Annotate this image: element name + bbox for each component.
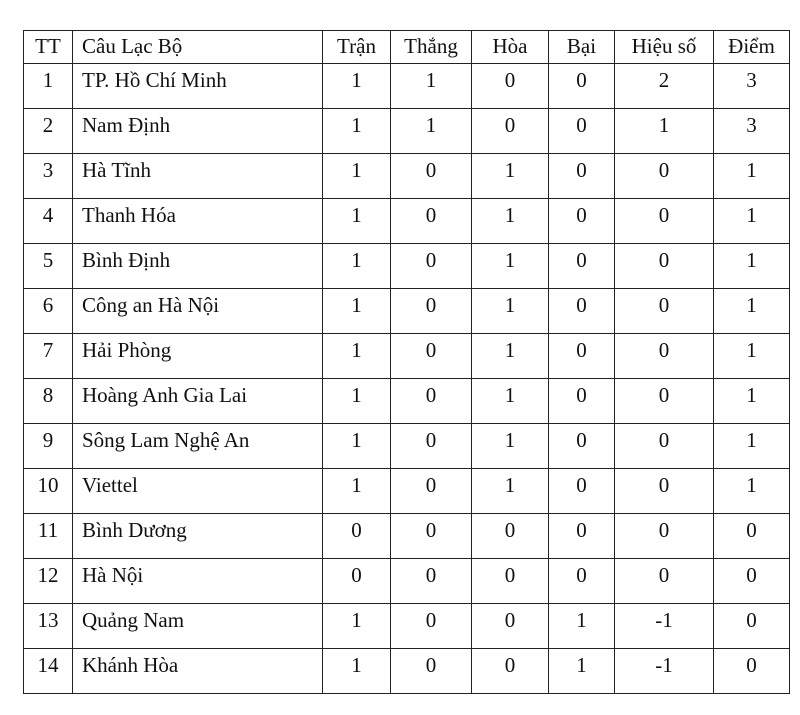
table-row <box>24 604 790 649</box>
cell-played: 1 <box>323 649 391 694</box>
cell-rank: 6 <box>24 289 73 334</box>
table-row <box>24 289 790 334</box>
cell-points: 0 <box>714 559 790 604</box>
cell-club: Bình Định <box>73 244 323 289</box>
cell-draw: 0 <box>472 649 549 694</box>
cell-won: 0 <box>391 514 472 559</box>
cell-draw: 0 <box>472 559 549 604</box>
header-row <box>24 31 790 64</box>
header-played: Trận <box>323 31 391 64</box>
cell-points: 1 <box>714 199 790 244</box>
cell-goal-difference: -1 <box>615 649 714 694</box>
cell-club: Hải Phòng <box>73 334 323 379</box>
table-header <box>24 31 790 64</box>
cell-lost: 0 <box>549 199 615 244</box>
cell-points: 0 <box>714 649 790 694</box>
cell-lost: 0 <box>549 379 615 424</box>
cell-club: Sông Lam Nghệ An <box>73 424 323 469</box>
cell-won: 0 <box>391 244 472 289</box>
standings-table <box>23 30 790 694</box>
cell-draw: 1 <box>472 334 549 379</box>
cell-rank: 1 <box>24 64 73 109</box>
cell-goal-difference: 0 <box>615 289 714 334</box>
cell-draw: 1 <box>472 199 549 244</box>
cell-played: 1 <box>323 244 391 289</box>
cell-club: Hà Nội <box>73 559 323 604</box>
cell-lost: 0 <box>549 559 615 604</box>
cell-played: 1 <box>323 469 391 514</box>
cell-played: 1 <box>323 199 391 244</box>
cell-points: 1 <box>714 289 790 334</box>
table-row <box>24 379 790 424</box>
cell-rank: 12 <box>24 559 73 604</box>
table-row <box>24 424 790 469</box>
header-rank: TT <box>24 31 73 64</box>
cell-draw: 0 <box>472 109 549 154</box>
cell-club: Nam Định <box>73 109 323 154</box>
cell-won: 0 <box>391 424 472 469</box>
cell-goal-difference: -1 <box>615 604 714 649</box>
cell-goal-difference: 0 <box>615 379 714 424</box>
cell-draw: 1 <box>472 244 549 289</box>
table-row <box>24 199 790 244</box>
cell-rank: 13 <box>24 604 73 649</box>
cell-lost: 0 <box>549 514 615 559</box>
cell-points: 1 <box>714 469 790 514</box>
cell-club: Hoàng Anh Gia Lai <box>73 379 323 424</box>
cell-goal-difference: 0 <box>615 199 714 244</box>
cell-won: 1 <box>391 109 472 154</box>
cell-played: 1 <box>323 424 391 469</box>
cell-points: 1 <box>714 154 790 199</box>
cell-won: 0 <box>391 199 472 244</box>
cell-rank: 14 <box>24 649 73 694</box>
cell-won: 1 <box>391 64 472 109</box>
cell-rank: 8 <box>24 379 73 424</box>
header-won: Thắng <box>391 31 472 64</box>
cell-won: 0 <box>391 604 472 649</box>
cell-goal-difference: 2 <box>615 64 714 109</box>
cell-draw: 0 <box>472 604 549 649</box>
cell-club: Quảng Nam <box>73 604 323 649</box>
table-row <box>24 469 790 514</box>
cell-played: 1 <box>323 154 391 199</box>
cell-won: 0 <box>391 649 472 694</box>
cell-points: 0 <box>714 604 790 649</box>
cell-club: Viettel <box>73 469 323 514</box>
cell-won: 0 <box>391 379 472 424</box>
cell-lost: 0 <box>549 424 615 469</box>
table-row <box>24 154 790 199</box>
cell-won: 0 <box>391 334 472 379</box>
cell-draw: 1 <box>472 469 549 514</box>
cell-club: Khánh Hòa <box>73 649 323 694</box>
cell-lost: 1 <box>549 604 615 649</box>
cell-won: 0 <box>391 154 472 199</box>
cell-draw: 1 <box>472 424 549 469</box>
table-row <box>24 109 790 154</box>
table-row <box>24 244 790 289</box>
cell-lost: 0 <box>549 109 615 154</box>
table-row <box>24 64 790 109</box>
header-lost: Bại <box>549 31 615 64</box>
cell-rank: 5 <box>24 244 73 289</box>
cell-lost: 1 <box>549 649 615 694</box>
header-goal-difference: Hiệu số <box>615 31 714 64</box>
cell-club: Hà Tĩnh <box>73 154 323 199</box>
cell-draw: 0 <box>472 514 549 559</box>
cell-played: 0 <box>323 514 391 559</box>
cell-points: 3 <box>714 64 790 109</box>
cell-goal-difference: 0 <box>615 244 714 289</box>
table-row <box>24 649 790 694</box>
cell-won: 0 <box>391 289 472 334</box>
cell-club: TP. Hồ Chí Minh <box>73 64 323 109</box>
cell-club: Công an Hà Nội <box>73 289 323 334</box>
cell-points: 3 <box>714 109 790 154</box>
cell-club: Bình Dương <box>73 514 323 559</box>
cell-lost: 0 <box>549 244 615 289</box>
cell-draw: 0 <box>472 64 549 109</box>
cell-points: 1 <box>714 244 790 289</box>
cell-goal-difference: 0 <box>615 424 714 469</box>
cell-points: 1 <box>714 379 790 424</box>
cell-rank: 10 <box>24 469 73 514</box>
cell-goal-difference: 0 <box>615 469 714 514</box>
cell-draw: 1 <box>472 154 549 199</box>
cell-rank: 7 <box>24 334 73 379</box>
cell-goal-difference: 1 <box>615 109 714 154</box>
cell-lost: 0 <box>549 334 615 379</box>
cell-rank: 3 <box>24 154 73 199</box>
cell-goal-difference: 0 <box>615 559 714 604</box>
cell-played: 1 <box>323 289 391 334</box>
cell-played: 1 <box>323 604 391 649</box>
cell-draw: 1 <box>472 379 549 424</box>
cell-lost: 0 <box>549 154 615 199</box>
header-draw: Hòa <box>472 31 549 64</box>
cell-goal-difference: 0 <box>615 334 714 379</box>
cell-points: 1 <box>714 424 790 469</box>
cell-won: 0 <box>391 559 472 604</box>
cell-rank: 9 <box>24 424 73 469</box>
cell-draw: 1 <box>472 289 549 334</box>
table-row <box>24 334 790 379</box>
cell-lost: 0 <box>549 469 615 514</box>
cell-rank: 11 <box>24 514 73 559</box>
table-body <box>24 64 790 694</box>
cell-won: 0 <box>391 469 472 514</box>
cell-points: 1 <box>714 334 790 379</box>
cell-lost: 0 <box>549 289 615 334</box>
cell-played: 1 <box>323 379 391 424</box>
cell-goal-difference: 0 <box>615 154 714 199</box>
cell-club: Thanh Hóa <box>73 199 323 244</box>
table-row <box>24 559 790 604</box>
cell-goal-difference: 0 <box>615 514 714 559</box>
header-points: Điểm <box>714 31 790 64</box>
cell-points: 0 <box>714 514 790 559</box>
table-row <box>24 514 790 559</box>
cell-rank: 2 <box>24 109 73 154</box>
cell-played: 0 <box>323 559 391 604</box>
cell-played: 1 <box>323 109 391 154</box>
cell-rank: 4 <box>24 199 73 244</box>
header-club: Câu Lạc Bộ <box>73 31 323 64</box>
cell-lost: 0 <box>549 64 615 109</box>
cell-played: 1 <box>323 64 391 109</box>
cell-played: 1 <box>323 334 391 379</box>
